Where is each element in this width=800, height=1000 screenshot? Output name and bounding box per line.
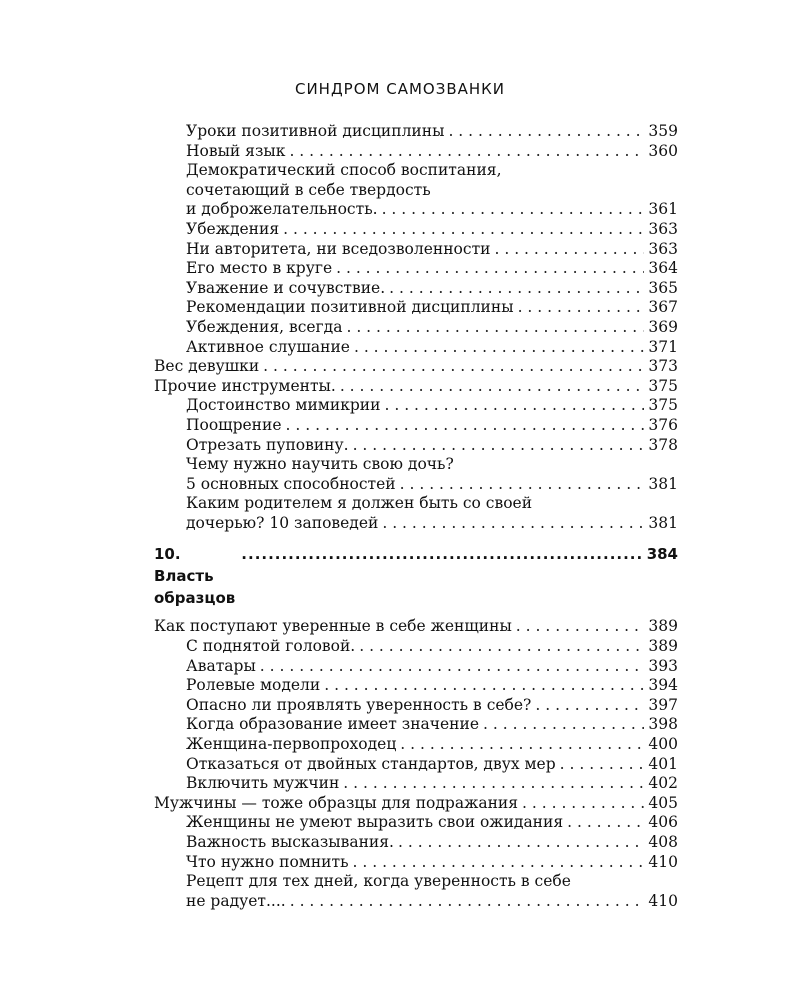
toc-entry xyxy=(154,715,678,735)
toc-entry-page: 363 xyxy=(648,219,678,238)
toc-entry xyxy=(154,755,678,775)
toc-entry xyxy=(154,774,678,794)
toc-entry xyxy=(154,357,678,377)
toc-entry-title: Активное слушание xyxy=(186,337,350,356)
toc-entry-page: 406 xyxy=(648,813,678,832)
toc-entry xyxy=(154,279,678,299)
toc-entry-title: не радует.... xyxy=(186,891,286,910)
toc-entry xyxy=(154,696,678,716)
dot-leader xyxy=(494,240,644,260)
toc-entry-page: 373 xyxy=(648,357,678,376)
toc-entry-title: Новый язык xyxy=(186,141,286,160)
toc-entry xyxy=(154,220,678,240)
toc-entry xyxy=(154,735,678,755)
table-of-contents xyxy=(154,122,678,911)
toc-entry xyxy=(154,617,678,637)
dot-leader xyxy=(382,200,645,220)
toc-entry-page: 369 xyxy=(648,317,678,336)
toc-entry xyxy=(154,318,678,338)
dot-leader xyxy=(400,735,644,755)
toc-entry-page: 364 xyxy=(648,259,678,278)
toc-entry xyxy=(154,377,678,397)
toc-entry-page: 402 xyxy=(648,774,678,793)
toc-entry xyxy=(154,436,678,456)
dot-leader xyxy=(343,774,644,794)
toc-entry xyxy=(154,676,678,696)
dot-leader xyxy=(346,318,644,338)
dot-leader xyxy=(289,142,644,162)
toc-entry-page: 398 xyxy=(648,715,678,734)
dot-leader xyxy=(283,220,644,240)
toc-entry-page: 410 xyxy=(648,891,678,910)
dot-leader xyxy=(518,298,645,318)
toc-entry-page: 381 xyxy=(648,474,678,493)
toc-entry-page: 394 xyxy=(648,676,678,695)
toc-entry-title: Поощрение xyxy=(186,415,282,434)
toc-entry-title: Достоинство мимикрии xyxy=(186,396,381,415)
toc-entry-page: 360 xyxy=(648,141,678,160)
toc-entry-title: 5 основных способностей xyxy=(186,474,396,493)
toc-entry-page: 375 xyxy=(648,376,678,395)
toc-entry-title: Когда образование имеет значение xyxy=(186,715,480,734)
toc-section-after xyxy=(154,617,678,911)
toc-entry-page: 367 xyxy=(648,298,678,317)
dot-leader xyxy=(398,833,644,853)
dot-leader xyxy=(448,122,644,142)
dot-leader xyxy=(286,416,645,436)
dot-leader xyxy=(336,259,644,279)
toc-entry-page: 397 xyxy=(648,695,678,714)
dot-leader xyxy=(359,637,644,657)
toc-entry-title: Аватары xyxy=(186,656,256,675)
dot-leader xyxy=(260,657,645,677)
toc-entry-line: Каким родителем я должен быть со своей xyxy=(186,494,533,513)
toc-entry-line: Чему нужно научить свою дочь? xyxy=(186,455,454,474)
toc-entry-page: 389 xyxy=(648,617,678,636)
running-header: СИНДРОМ САМОЗВАНКИ xyxy=(294,80,506,98)
chapter-heading xyxy=(154,543,678,609)
dot-leader xyxy=(340,377,645,397)
toc-entry-page: 361 xyxy=(648,200,678,219)
toc-entry-page: 371 xyxy=(648,337,678,356)
toc-entry-title: и доброжелательность. xyxy=(186,200,378,219)
toc-entry-title: Опасно ли проявлять уверенность в себе? xyxy=(186,695,532,714)
dot-leader xyxy=(516,617,645,637)
toc-entry-page: 393 xyxy=(648,656,678,675)
toc-entry-title: Убеждения, всегда xyxy=(186,317,343,336)
dot-leader xyxy=(400,475,645,495)
toc-entry-title: Уроки позитивной дисциплины xyxy=(186,122,445,140)
toc-entry xyxy=(154,892,678,912)
toc-entry-title: Вес девушки xyxy=(154,357,260,376)
toc-entry xyxy=(154,259,678,279)
toc-entry-page: 378 xyxy=(648,435,678,454)
toc-entry-page: 400 xyxy=(648,735,678,754)
toc-entry-page: 365 xyxy=(648,278,678,297)
toc-entry-title: Мужчины — тоже образцы для подражания xyxy=(154,793,519,812)
dot-leader xyxy=(353,436,645,456)
toc-entry-title: Ни авторитета, ни вседозволенности xyxy=(186,239,491,258)
dot-leader xyxy=(535,696,644,716)
toc-entry-title: Рекомендации позитивной дисциплины xyxy=(186,298,514,317)
dot-leader xyxy=(560,755,645,775)
toc-entry-title: Как поступают уверенные в себе женщины xyxy=(154,617,512,636)
toc-entry-title: Что нужно помнить xyxy=(186,852,349,871)
toc-entry-line: сочетающий в себе твердость xyxy=(186,180,431,199)
toc-entry xyxy=(154,514,678,534)
toc-entry-title: Ролевые модели xyxy=(186,676,321,695)
toc-entry xyxy=(154,813,678,833)
toc-entry-page: 376 xyxy=(648,415,678,434)
toc-entry xyxy=(154,794,678,814)
dot-leader xyxy=(522,794,644,814)
toc-entry-title: Отрезать пуповину. xyxy=(186,435,349,454)
toc-entry xyxy=(154,122,678,142)
toc-entry-title: Отказаться от двойных стандартов, двух мер xyxy=(186,754,556,773)
dot-leader xyxy=(354,338,644,358)
toc-entry-title: Женщины не умеют выразить свои ожидания xyxy=(186,813,564,832)
dot-leader xyxy=(483,715,644,735)
toc-entry-page: 363 xyxy=(648,239,678,258)
toc-entry-title: Прочие инструменты. xyxy=(154,376,336,395)
toc-entry xyxy=(154,240,678,260)
dot-leader xyxy=(353,853,645,873)
chapter-title: 10. Власть образцов xyxy=(154,545,236,608)
dot-leader xyxy=(324,676,644,696)
dot-leader xyxy=(567,813,644,833)
toc-entry-page: 375 xyxy=(648,396,678,415)
toc-entry xyxy=(154,833,678,853)
dot-leader xyxy=(384,396,644,416)
toc-entry xyxy=(154,396,678,416)
toc-entry xyxy=(154,200,678,220)
toc-entry-line: Демократический способ воспитания, xyxy=(186,161,502,180)
toc-entry-page: 405 xyxy=(648,793,678,812)
toc-entry xyxy=(154,142,678,162)
dot-leader xyxy=(241,543,642,565)
toc-entry-page: 410 xyxy=(648,852,678,871)
toc-entry xyxy=(154,657,678,677)
toc-entry-title: С поднятой головой. xyxy=(186,637,356,656)
dot-leader xyxy=(263,357,644,377)
dot-leader xyxy=(382,514,644,534)
toc-entry xyxy=(154,416,678,436)
toc-entry xyxy=(154,338,678,358)
toc-entry-title: Включить мужчин xyxy=(186,774,340,793)
toc-entry xyxy=(154,853,678,873)
toc-entry-page: 381 xyxy=(648,513,678,532)
toc-entry-page: 401 xyxy=(648,754,678,773)
toc-entry-page: 389 xyxy=(648,637,678,656)
toc-entry-title: дочерью? 10 заповедей xyxy=(186,513,379,532)
toc-entry-title: Его место в круге xyxy=(186,259,333,278)
toc-entry-page: 359 xyxy=(648,122,678,140)
toc-entry-title: Уважение и сочувствие. xyxy=(186,278,386,297)
toc-section-before xyxy=(154,122,678,533)
toc-entry xyxy=(154,637,678,657)
toc-entry-title: Убеждения xyxy=(186,219,280,238)
chapter-page: 384 xyxy=(646,545,678,564)
toc-entry xyxy=(154,298,678,318)
dot-leader xyxy=(389,279,644,299)
toc-entry-title: Женщина-первопроходец xyxy=(186,735,397,754)
toc-entry-line: Рецепт для тех дней, когда уверенность в себе xyxy=(186,872,571,891)
toc-entry-page: 408 xyxy=(648,833,678,851)
dot-leader xyxy=(290,892,645,912)
toc-entry xyxy=(154,475,678,495)
toc-entry-title: Важность высказывания. xyxy=(186,833,394,851)
